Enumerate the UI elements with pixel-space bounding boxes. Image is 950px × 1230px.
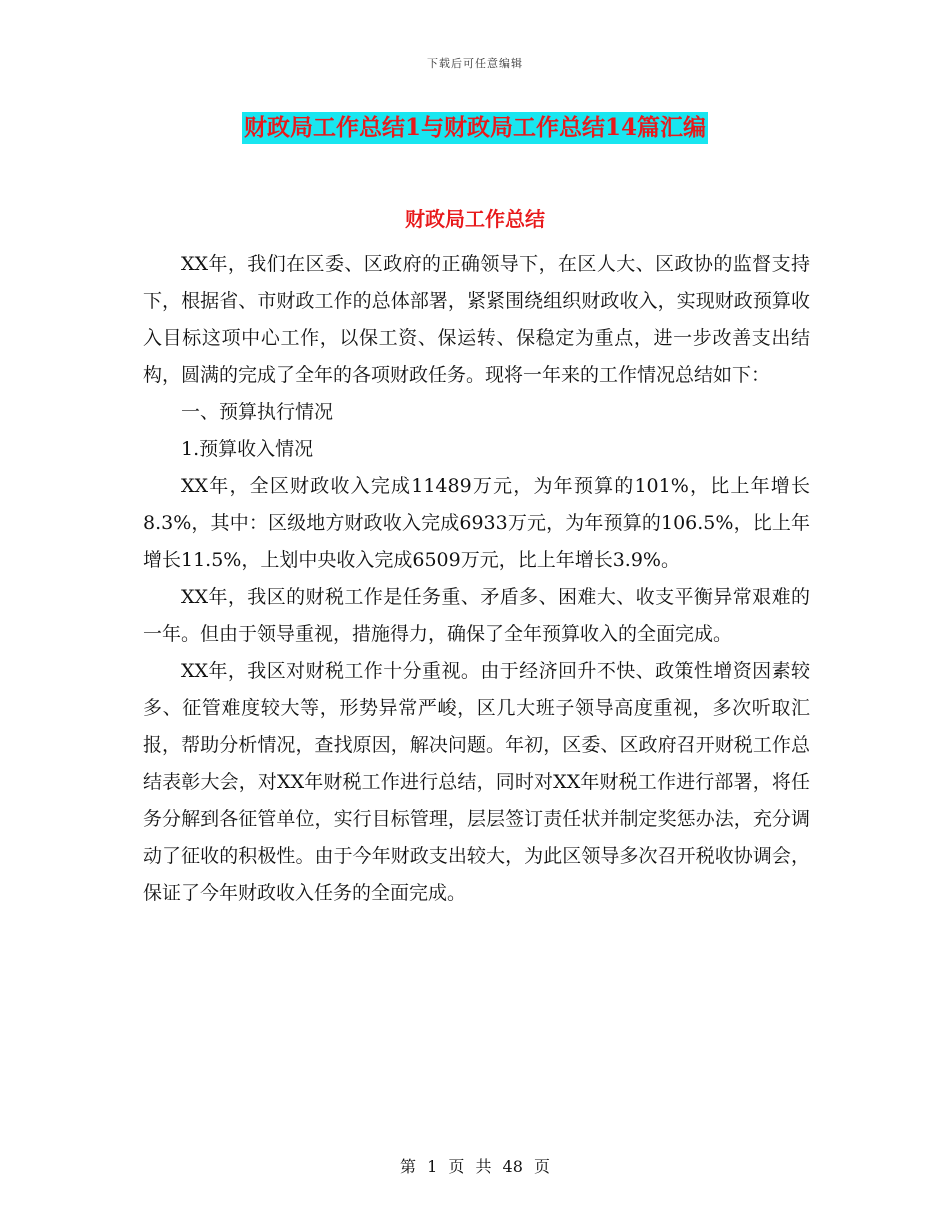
paragraph-intro: XX年，我们在区委、区政府的正确领导下，在区人大、区政协的监督支持下，根据省、市财政工作的总体部署，紧紧围绕组织财政收入，实现财政预算收入目标这项中心工作，以保工资、保运转、保稳定为重点，进一步改善支出结构，圆满的完成了全年的各项财政任务。现将一年来的工作情况总结如下： — [143, 253, 810, 386]
paragraph-difficult-year: XX年，我区的财税工作是任务重、矛盾多、困难大、收支平衡异常艰难的一年。但由于领导重视，措施得力，确保了全年预算收入的全面完成。 — [143, 586, 810, 645]
document-title-text: 财政局工作总结1与财政局工作总结14篇汇编 — [242, 112, 708, 144]
page-number: 第 1 页 共 48 页 — [400, 1157, 550, 1176]
document-body — [143, 246, 810, 912]
heading-budget-execution: 一、预算执行情况 — [181, 401, 334, 423]
paragraph-revenue-figures: XX年，全区财政收入完成11489万元，为年预算的101%，比上年增长8.3%，其中：区级地方财政收入完成6933万元，为年预算的106.5%，比上年增长11.5%，上划中央收入完成6509万元，比上年增长3.9%。 — [143, 475, 810, 571]
heading-budget-revenue: 1.预算收入情况 — [181, 438, 314, 460]
section-title: 财政局工作总结 — [405, 207, 545, 231]
document-title — [0, 112, 950, 144]
paragraph-leadership: XX年，我区对财税工作十分重视。由于经济回升不快、政策性增资因素较多、征管难度较大等，形势异常严峻，区几大班子领导高度重视，多次听取汇报，帮助分析情况，查找原因，解决问题。年初，区委、区政府召开财税工作总结表彰大会，对XX年财税工作进行总结，同时对XX年财税工作进行部署，将任务分解到各征管单位，实行目标管理，层层签订责任状并制定奖惩办法，充分调动了征收的积极性。由于今年财政支出较大，为此区领导多次召开税收协调会，保证了今年财政收入任务的全面完成。 — [143, 660, 810, 904]
header-note: 下载后可任意编辑 — [427, 57, 523, 70]
